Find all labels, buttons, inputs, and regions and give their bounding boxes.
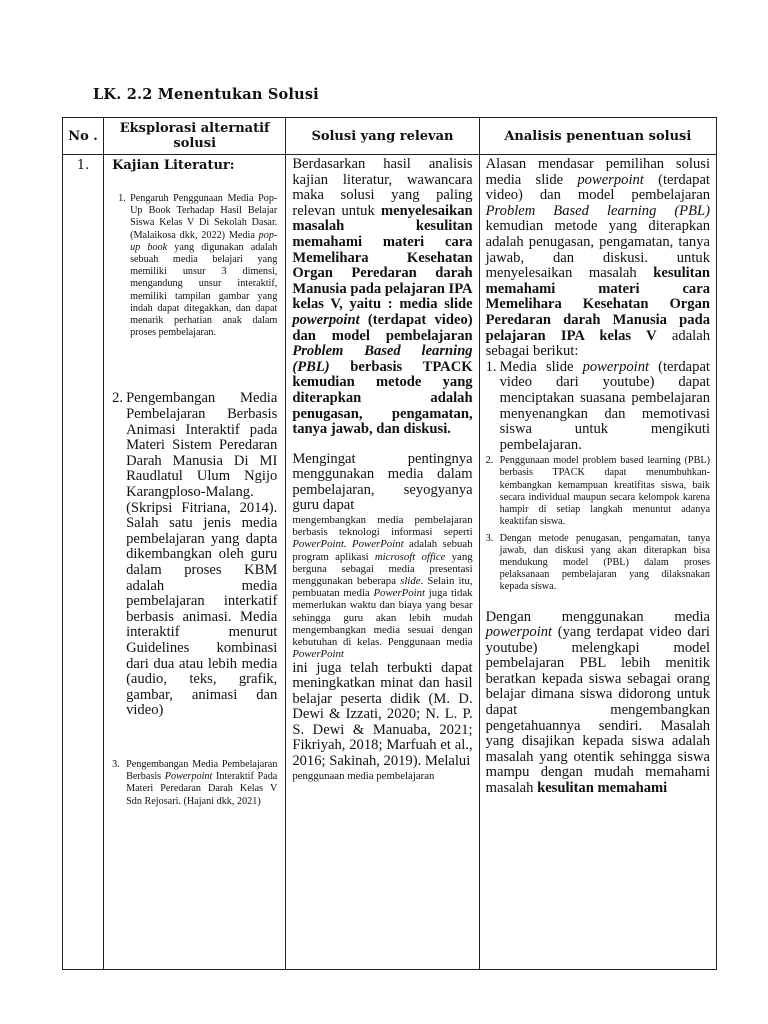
reference-item-3: 3. Pengembangan Media Pembelajaran Berbasis Powerpoint Interaktif Pada Materi Peredaran Darah Kelas V Sdn Rejosari. (Hajani dkk, 2021) (112, 758, 278, 807)
reference-item-1: 1. Pengaruh Penggunaan Media Pop-Up Book Terhadap Hasil Belajar Siswa Kelas V Di Sekolah Dasar. (Malaikosa dkk, 2022) Media pop-up book yang digunakan adalah sebuah media belajari yang memiliki unsur 3 dimensi, mengandung unsur interaktif, memiliki tampilan gambar yang indah dapat ditegakkan, dan dapat menarik perhatian anak dalam proses pembelajaran. (118, 193, 278, 339)
solusi-paragraph-2: Mengingat pentingnya menggunakan media dalam pembelajaran, seyogyanya guru dapat mengembangkan media pembelajaran berbasis teknologi informasi seperti PowerPoint. PowerPoint adalah sebuah program aplikasi microsoft office yang berguna sebagai media presentasi menggunakan beberapa slide. Selain itu, pembuatan media PowerPoint juga tidak memerlukan waktu dan biaya yang besar sehingga guru akan lebih mudah mengembangkan media sesuai dengan kebutuhan di kelas. Penggunaan media PowerPoint ini juga telah terbukti dapat meningkatkan minat dan hasil belajar peserta didik (M. D. Dewi & Izzati, 2020; N. L. P. S. Dewi & Manuaba, 2021; Fikriyah, 2018; Marfuah et al., 2016; Sakinah, 2019). Melalui penggunaan media pembelajaran (292, 450, 473, 782)
page-title: LK. 2.2 Menentukan Solusi (93, 86, 319, 103)
table-row (63, 155, 717, 970)
list-item: 1. Media slide powerpoint (terdapat video dari youtube) dapat menciptakan suasana pembelajaran menyenangkan dan memotivasi siswa untuk mengikuti pembelajaran. (485, 358, 710, 453)
analisis-closing: Dengan menggunakan media powerpoint (yang terdapat video dari youtube) melengkapi model pembelajaran PBL lebih menitik beratkan kepada siswa sebagai orang belajar dimana siswa didorong untuk dapat mengembangkan pengetahuannya sendiri. Masalah yang disajikan kepada siswa adalah masalah yang otentik sehingga siswa mampu dengan mudah memahami masalah kesulitan memahami (485, 608, 710, 797)
analisis-list (486, 360, 710, 594)
header-solusi: Solusi yang relevan (286, 118, 479, 155)
solusi-cell (286, 155, 479, 970)
header-eksplorasi: Eksplorasi alternatif solusi (104, 118, 286, 155)
literature-heading: Kajian Literatur: (112, 158, 235, 173)
table-header-row (63, 118, 717, 155)
header-analisis: Analisis penentuan solusi (479, 118, 716, 155)
list-item: 3. Dengan metode penugasan, pengamatan, tanya jawab, dan diskusi yang akan diterapkan bisa mendukung model (PBL) dalam proses pelaksanaan pembelajaran yang dilaksnakan kepada siswa. (485, 532, 710, 593)
solution-table (62, 117, 717, 970)
solusi-paragraph-1: Berdasarkan hasil analisis kajian literatur, wawancara maka solusi yang paling relevan untuk menyelesaikan masalah kesulitan memahami materi cara Memelihara Kesehatan Organ Peredaran darah Manusia pada pelajaran IPA kelas V, yaitu : media slide powerpoint (terdapat video) dan model pembelajaran Problem Based learning (PBL) berbasis TPACK kemudian metode yang diterapkan adalah penugasan, pengamatan, tanya jawab, dan diskusi. (292, 156, 473, 438)
analisis-cell (479, 155, 716, 970)
eksplorasi-cell (104, 155, 286, 970)
analisis-intro: Alasan mendasar pemilihan solusi media slide powerpoint (terdapat video) dan model pembelajaran Problem Based learning (PBL) kemudian metode yang diterapkan adalah penugasan, pengamatan, tanya jawab, dan diskusi. untuk menyelesaikan masalah kesulitan memahami materi cara Memelihara Kesehatan Organ Peredaran darah Manusia pada pelajaran IPA kelas V adalah sebagai berikut: (485, 156, 710, 360)
list-item: 2. Penggunaan model problem based learning (PBL) berbasis TPACK dapat menumbuhkan-kembangkan kemampuan kreatifitas siswa, baik secara individual maupun secara kelompok karena hampir di setiap langkah menuntut adanya keaktifan siswa. (485, 455, 710, 528)
reference-item-2: 2. Pengembangan Media Pembelajaran Berbasis Animasi Interaktif pada Materi Sistem Peredaran Darah Manusia Di MI Raudlatul Ulum Ngijo Karangploso-Malang. (Skripsi Fitriana, 2014). Salah satu jenis media pembelajaran yang dapta dikembangkan oleh guru dalam proses KBM adalah media pembelajaran interkatif berbasis animasi. Media interaktif menurut Guidelines kombinasi dari dua atau lebih media (audio, teks, grafik, gambar, animasi dan video) (112, 390, 278, 719)
row-number: 1. (63, 155, 104, 970)
header-no: No . (63, 118, 104, 155)
